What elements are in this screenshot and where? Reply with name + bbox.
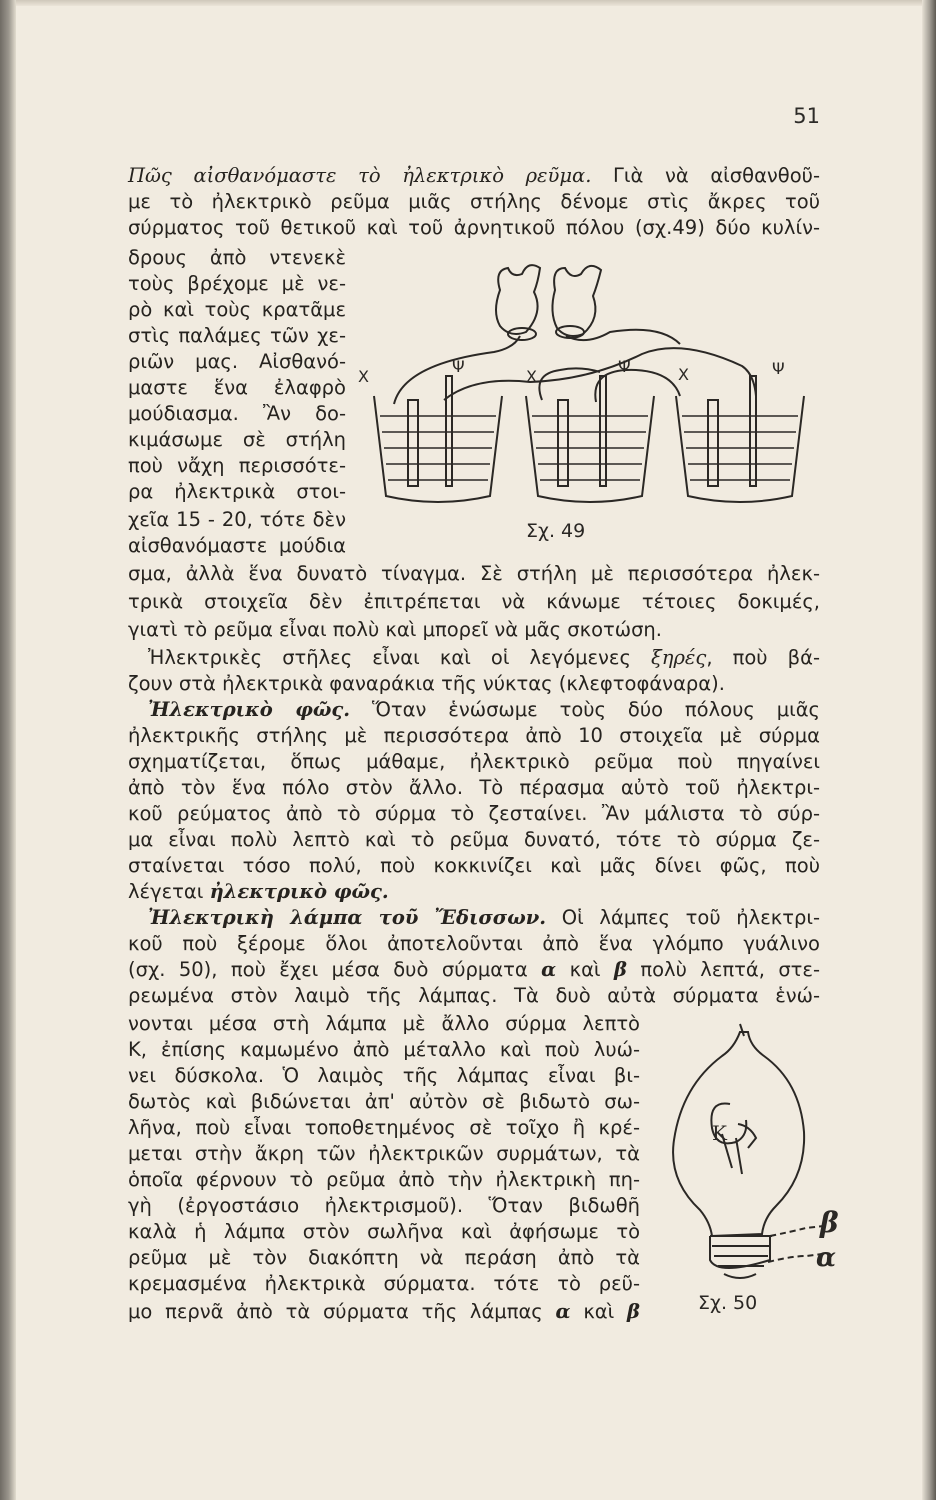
label-psi: Ψ xyxy=(618,357,631,376)
jar-2 xyxy=(526,396,654,502)
text-line: γιατὶ τὸ ρεῦμα εἶναι πολὺ καὶ μπορεῖ νὰ μᾶς σκοτώση. xyxy=(128,618,662,641)
label-psi: Ψ xyxy=(452,357,465,376)
text-line: ἠλεκτρικῆς στήλης μὲ περισσότερα ἀπὸ 10 στοιχεῖα μὲ σύρμα xyxy=(128,724,820,747)
section-heading: Ἠλεκτρικὴ λάμπα τοῦ Ἔδισσων. xyxy=(148,906,547,929)
jar-1 xyxy=(374,396,502,502)
text-line: κρεμασμένα ἠλεκτρικὰ σύρματα. τότε τὸ ρεῦ- xyxy=(128,1272,640,1295)
text-line: σμα, ἀλλὰ ἕνα δυνατὸ τίναγμα. Σὲ στήλη μὲ περισσότερα ἠλεκ- xyxy=(128,562,820,585)
bulb-glass xyxy=(673,1032,804,1236)
label-psi: Ψ xyxy=(772,359,785,378)
wire-alpha xyxy=(768,1254,822,1262)
page-top-edge xyxy=(16,0,922,6)
text-line: Ἠλεκτρικὸ φῶς. Ὅταν ἑνώσωμε τοὺς δύο πόλους μιᾶς xyxy=(148,698,820,721)
text-line: ριῶν μας. Αἰσθανό- xyxy=(128,350,346,373)
text-line: κιμάσωμε σὲ στήλη xyxy=(128,428,346,451)
text-line: μα εἶναι πολὺ λεπτὸ καὶ τὸ ρεῦμα δυνατό, τότε τὸ σύρμα ζε- xyxy=(128,828,820,851)
text-line: κοῦ ποὺ ξέρομε ὅλοι ἀποτελοῦνται ἀπὸ ἕνα γλόμπο γυάλινο xyxy=(128,932,820,955)
text-line: Ἠλεκτρικὴ λάμπα τοῦ Ἔδισσων. Οἱ λάμπες τοῦ ἠλεκτρι- xyxy=(148,906,820,929)
emphasis: ξηρές xyxy=(651,646,707,669)
electrode xyxy=(600,376,606,486)
text-line: λέγεται ἠλεκτρικὸ φῶς. xyxy=(128,880,389,903)
text-line: τρικὰ στοιχεῖα δὲν ἐπιτρέπεται νὰ κάνωμε τέτοιες δοκιμές, xyxy=(128,590,820,613)
label-x: Χ xyxy=(358,367,369,386)
wire-beta xyxy=(770,1226,824,1236)
page-left-edge xyxy=(0,0,16,1500)
label-k: Κ xyxy=(712,1121,727,1145)
text-line: ὁποῖα φέρνουν τὸ ρεῦμα ἀπὸ τὴν ἠλεκτρικὴ πη- xyxy=(128,1168,640,1191)
section-heading: Ἠλεκτρικὸ φῶς. xyxy=(148,698,351,721)
text-line: ρα ἠλεκτρικὰ στοι- xyxy=(128,480,346,503)
figure-50-light-bulb xyxy=(652,1014,848,1284)
label-x: Χ xyxy=(526,367,537,386)
page-right-edge xyxy=(922,0,936,1500)
text-line: ζουν στὰ ἠλεκτρικὰ φαναράκια τῆς νύκτας (κλεφτοφάναρα). xyxy=(128,672,725,695)
emphasis: α xyxy=(541,958,557,981)
label-x: Χ xyxy=(678,365,689,384)
text-line: μεται στὴν ἄκρη τῶν ἠλεκτρικῶν συρμάτων, τὰ xyxy=(128,1142,640,1165)
right-hand-illustration xyxy=(552,266,601,336)
text-line: γὴ (ἐργοστάσιο ἠλεκτρισμοῦ). Ὅταν βιδωθῆ xyxy=(128,1194,640,1217)
emphasis: β xyxy=(613,958,627,981)
text-line: σχηματίζεται, ὅπως μάθαμε, ἠλεκτρικὸ ρεῦμα ποὺ πηγαίνει xyxy=(128,750,820,773)
text-line: σύρματος τοῦ θετικοῦ καὶ τοῦ ἀρνητικοῦ πόλου (σχ.49) δύο κυλίν- xyxy=(128,216,820,239)
emphasis: β xyxy=(627,1300,640,1323)
text-line: λῆνα, ποὺ εἶναι τοποθετημένος σὲ τοῖχο ἢ κρέ- xyxy=(128,1116,640,1139)
label-beta: β xyxy=(820,1206,839,1239)
text-line: ρεωμένα στὸν λαιμὸ τῆς λάμπας. Τὰ δυὸ αὐτὰ σύρματα ἑνώ- xyxy=(128,984,820,1007)
electrode xyxy=(750,376,756,486)
text-line: μαστε ἕνα ἐλαφρὸ xyxy=(128,376,346,399)
text-line: με τὸ ἠλεκτρικὸ ρεῦμα μιᾶς στήλης δένομε στὶς ἄκρες τοῦ xyxy=(128,190,820,213)
text-line: μο περνᾶ ἀπὸ τὰ σύρματα τῆς λάμπας α καὶ β xyxy=(128,1300,640,1323)
text-line: δρους ἀπὸ ντενεκὲ xyxy=(128,246,346,269)
text-line: νει δύσκολα. Ὁ λαιμὸς τῆς λάμπας εἶναι βι- xyxy=(128,1064,640,1087)
text-line: καλὰ ἡ λάμπα στὸν σωλῆνα καὶ ἀφήσωμε τὸ xyxy=(128,1220,640,1243)
text-line: ρεῦμα μὲ τὸν διακόπτη νὰ περάση ἀπὸ τὰ xyxy=(128,1246,640,1269)
screw-base xyxy=(710,1236,772,1278)
text-line: (σχ. 50), ποὺ ἔχει μέσα δυὸ σύρματα α καὶ β πολὺ λεπτά, στε- xyxy=(128,958,820,981)
text-line: μούδιασμα. Ἂν δο- xyxy=(128,402,346,425)
text-line: νονται μέσα στὴ λάμπα μὲ ἄλλο σύρμα λεπτὸ xyxy=(128,1012,640,1035)
text-line: κοῦ ρεύματος ἀπὸ τὸ σύρμα τὸ ζεσταίνει. Ἂν μάλιστα τὸ σύρ- xyxy=(128,802,820,825)
jar-3 xyxy=(676,396,804,502)
electrode xyxy=(558,400,568,486)
text-line: στὶς παλάμες τῶν χε- xyxy=(128,324,346,347)
electrode xyxy=(408,400,418,486)
text-line: αἰσθανόμαστε μούδια xyxy=(128,534,346,557)
text-line: Ἠλεκτρικὲς στῆλες εἶναι καὶ οἱ λεγόμενες ξηρές, ποὺ βά- xyxy=(148,646,821,669)
electrode xyxy=(446,376,452,486)
text-line: ρὸ καὶ τοὺς κρατᾶμε xyxy=(128,298,346,321)
text-line: χεῖα 15 - 20, τότε δὲν xyxy=(128,508,346,531)
page-number: 51 xyxy=(793,104,820,128)
text-line: Κ, ἐπίσης καμωμένο ἀπὸ μέταλλο καὶ ποὺ λυώ- xyxy=(128,1038,640,1061)
figure-49-caption: Σχ. 49 xyxy=(526,520,586,542)
text-line: ἀπὸ τὸν ἕνα πόλο στὸν ἄλλο. Τὸ πέρασμα αὐτὸ τοῦ ἠλεκτρι- xyxy=(128,776,820,799)
figure-50-caption: Σχ. 50 xyxy=(698,1292,758,1314)
label-alpha: α xyxy=(816,1243,837,1273)
left-hand-illustration xyxy=(496,265,540,334)
text-line: σταίνεται τόσο πολύ, ποὺ κοκκινίζει καὶ μᾶς δίνει φῶς, ποὺ xyxy=(128,854,820,877)
electrode xyxy=(708,400,718,486)
figure-49-voltaic-cells xyxy=(350,250,810,550)
text-line: τοὺς βρέχομε μὲ νε- xyxy=(128,272,346,295)
emphasis: α xyxy=(555,1300,571,1323)
text-line: Πῶς αἰσθανόμαστε τὸ ἠλεκτρικὸ ρεῦμα. Γιὰ νὰ αἰσθανθοῦ- xyxy=(128,164,820,187)
text-line: ποὺ νἄχη περισσότε- xyxy=(128,454,346,477)
emphasis: ἠλεκτρικὸ φῶς. xyxy=(209,880,389,903)
text-line: δωτὸς καὶ βιδώνεται ἀπ' αὐτὸν σὲ βιδωτὸ σω- xyxy=(128,1090,640,1113)
section-heading: Πῶς αἰσθανόμαστε τὸ ἠλεκτρικὸ ρεῦμα. xyxy=(128,164,592,187)
